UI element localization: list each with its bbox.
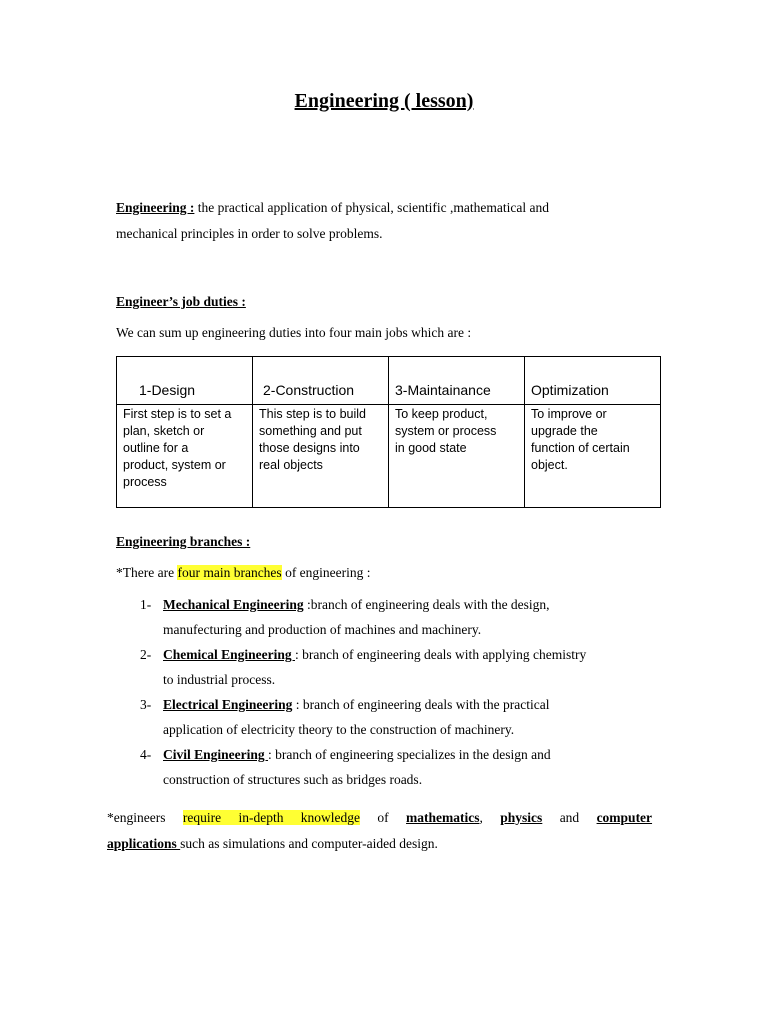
branch-line-1 bbox=[163, 597, 550, 613]
duties-col-header: 2-Construction bbox=[253, 357, 389, 405]
duties-header-row bbox=[117, 357, 661, 405]
definition-line-1 bbox=[116, 200, 549, 216]
branch-name: Chemical Engineering bbox=[163, 647, 295, 662]
duties-cell-maintainance bbox=[389, 405, 525, 508]
cell-line: system or process bbox=[395, 424, 497, 438]
cell-line: product, system or bbox=[123, 458, 226, 472]
branch-name: Civil Engineering bbox=[163, 747, 269, 762]
knowledge-word: and bbox=[559, 810, 580, 825]
branch-line-2: construction of structures such as bridges roads. bbox=[163, 772, 423, 787]
branches-intro-before: *There are bbox=[116, 565, 178, 580]
branch-number: 1- bbox=[140, 597, 152, 612]
branch-number: 2- bbox=[140, 647, 152, 662]
cell-line: To keep product, bbox=[395, 407, 488, 421]
branch-desc: :branch of engineering deals with the design, bbox=[303, 597, 550, 612]
cell-line: those designs into bbox=[259, 441, 360, 455]
duties-intro: We can sum up engineering duties into four main jobs which are : bbox=[116, 325, 472, 340]
knowledge-computer: computer bbox=[596, 810, 653, 825]
cell-line: real objects bbox=[259, 458, 323, 472]
definition-line-2: mechanical principles in order to solve problems. bbox=[116, 226, 383, 241]
branches-heading: Engineering branches : bbox=[116, 534, 251, 549]
cell-line: To improve or bbox=[531, 407, 607, 421]
page-title: Engineering ( lesson) bbox=[294, 90, 474, 112]
knowledge-word: *engineers bbox=[107, 810, 166, 825]
cell-line: object. bbox=[531, 458, 568, 472]
duties-cell-design bbox=[117, 405, 253, 508]
branch-line-1 bbox=[163, 697, 550, 713]
branch-line-2: to industrial process. bbox=[163, 672, 276, 687]
cell-line: upgrade the bbox=[531, 424, 598, 438]
branches-intro-highlight: four main branches bbox=[177, 565, 282, 580]
knowledge-highlight: require in-depth knowledge bbox=[182, 810, 361, 825]
duties-col-header: Optimization bbox=[525, 357, 661, 405]
branch-line-2: application of electricity theory to the construction of machinery. bbox=[163, 722, 515, 737]
cell-line: process bbox=[123, 475, 167, 489]
cell-line: First step is to set a bbox=[123, 407, 232, 421]
cell-line: This step is to build bbox=[259, 407, 366, 421]
knowledge-rest: such as simulations and computer-aided design. bbox=[180, 836, 438, 851]
branch-number: 3- bbox=[140, 697, 152, 712]
duties-col-header: 3-Maintainance bbox=[389, 357, 525, 405]
knowledge-word: of bbox=[377, 810, 389, 825]
cell-line: in good state bbox=[395, 441, 467, 455]
cell-line: function of certain bbox=[531, 441, 630, 455]
duties-col-header: 1-Design bbox=[117, 357, 253, 405]
branch-desc: : branch of engineering deals with the practical bbox=[292, 697, 550, 712]
branch-line-1 bbox=[163, 647, 586, 663]
knowledge-line-1 bbox=[107, 810, 652, 826]
knowledge-math bbox=[406, 810, 483, 825]
branch-number: 4- bbox=[140, 747, 152, 762]
definition-text-1: the practical application of physical, scientific ,mathematical and bbox=[194, 200, 549, 215]
branch-line-2: manufecturing and production of machines and machinery. bbox=[163, 622, 482, 637]
knowledge-mathematics: mathematics bbox=[406, 810, 480, 825]
duties-table bbox=[116, 356, 661, 508]
branch-name: Mechanical Engineering bbox=[163, 597, 304, 612]
cell-line: outline for a bbox=[123, 441, 189, 455]
knowledge-physics: physics bbox=[500, 810, 543, 825]
duties-heading: Engineer’s job duties : bbox=[116, 294, 246, 309]
cell-line: something and put bbox=[259, 424, 362, 438]
branch-desc: : branch of engineering deals with applying chemistry bbox=[295, 647, 587, 662]
branch-desc: : branch of engineering specializes in the design and bbox=[268, 747, 551, 762]
duties-cell-construction bbox=[253, 405, 389, 508]
definition-term: Engineering : bbox=[116, 200, 195, 215]
branch-line-1 bbox=[163, 747, 551, 763]
knowledge-line-2 bbox=[107, 836, 438, 852]
knowledge-applications: applications bbox=[107, 836, 181, 851]
branches-intro-after: of engineering : bbox=[281, 565, 371, 580]
cell-line: plan, sketch or bbox=[123, 424, 205, 438]
branches-intro bbox=[116, 565, 371, 581]
knowledge-comma: , bbox=[479, 810, 483, 825]
duties-cell-optimization bbox=[525, 405, 661, 508]
duties-body-row bbox=[117, 405, 661, 508]
branch-name: Electrical Engineering bbox=[163, 697, 293, 712]
